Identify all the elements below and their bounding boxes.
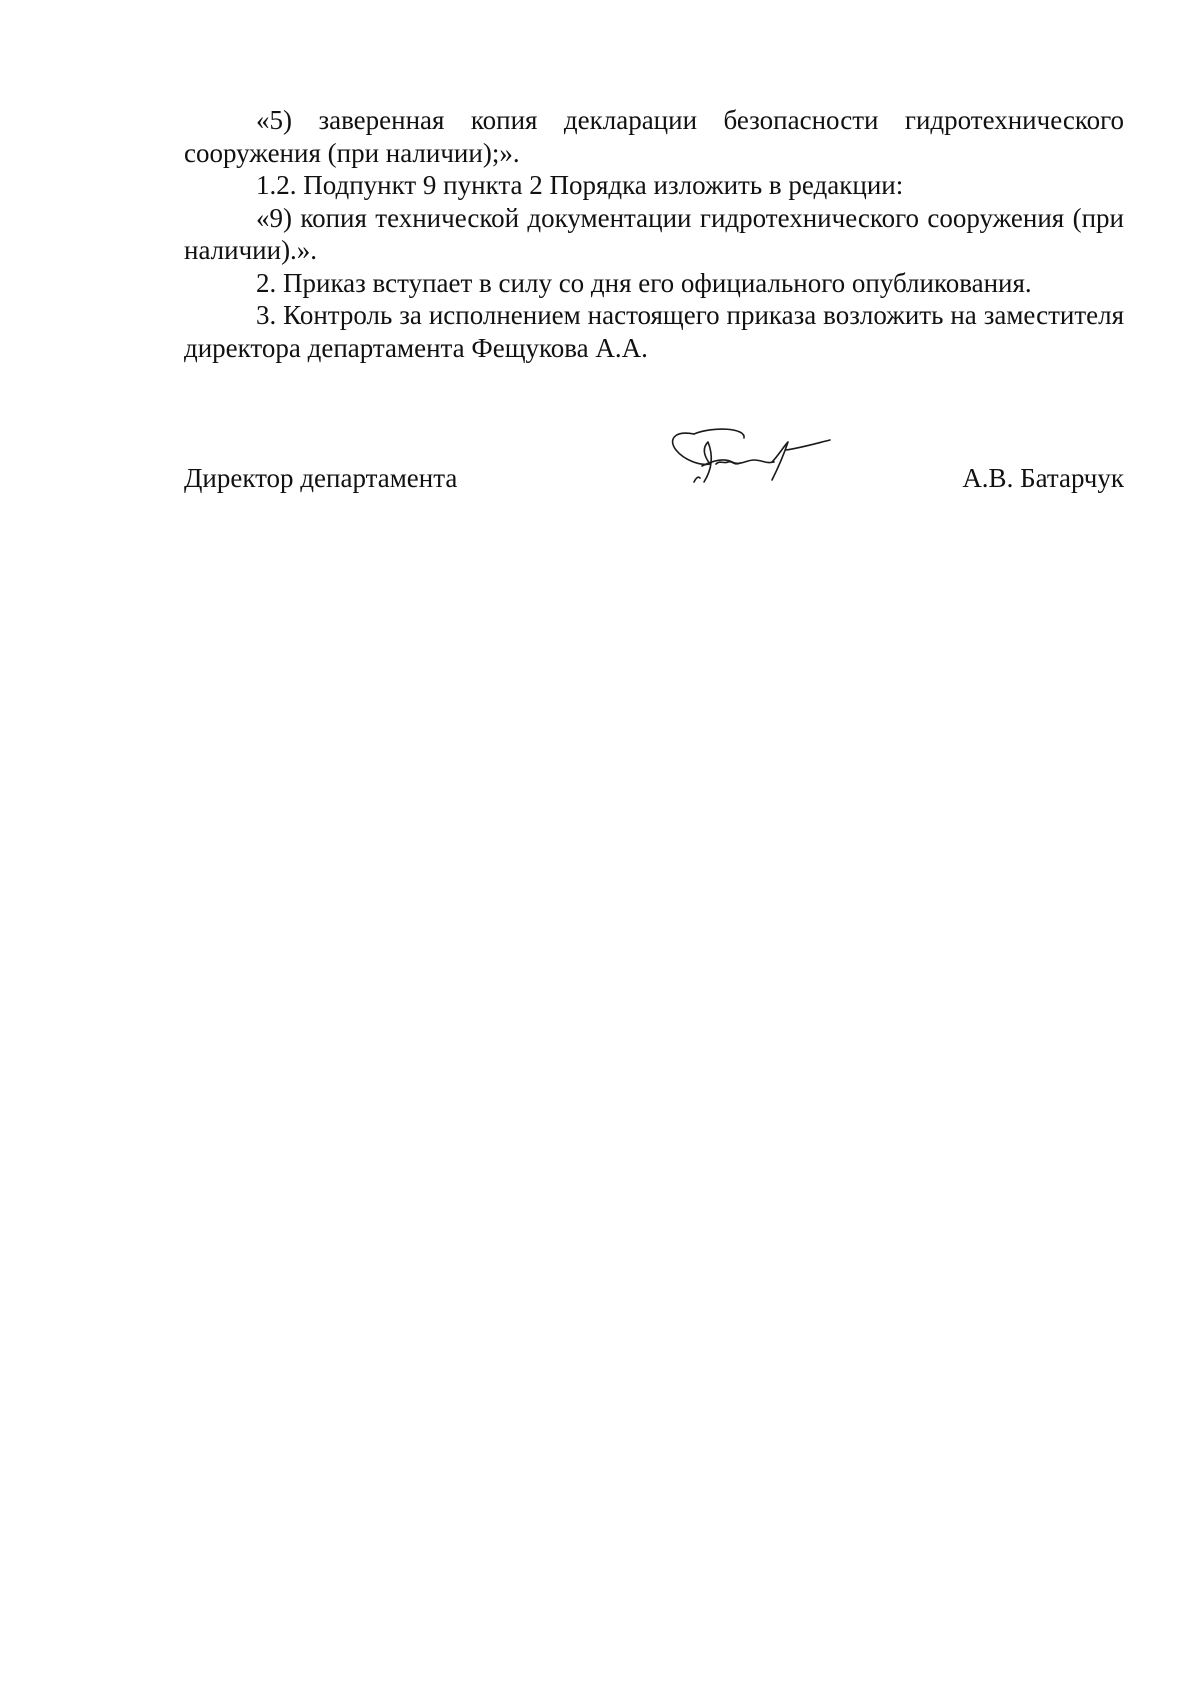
paragraph-2-effective-date: 2. Приказ вступает в силу со дня его официального опубликования. xyxy=(256,267,1032,298)
paragraph-3-control: 3. Контроль за исполнением настоящего приказа возложить на заместителя директора департамента Фещукова А.А. xyxy=(184,300,1124,363)
handwritten-signature xyxy=(654,420,854,500)
signer-name: А.В. Батарчук xyxy=(962,463,1124,493)
document-body xyxy=(184,104,1124,364)
signer-title: Директор департамента xyxy=(184,463,458,493)
paragraph-1-2-subpoint: 1.2. Подпункт 9 пункта 2 Порядка изложить в редакции: xyxy=(256,170,904,200)
paragraph-item-5-certified-copy: «5) заверенная копия декларации безопасности гидротехнического сооружения (при наличии);». xyxy=(184,105,1124,168)
signature-block xyxy=(184,420,1124,510)
paragraph-item-9-technical-docs: «9) копия технической документации гидротехнического сооружения (при наличии).». xyxy=(184,202,1124,265)
